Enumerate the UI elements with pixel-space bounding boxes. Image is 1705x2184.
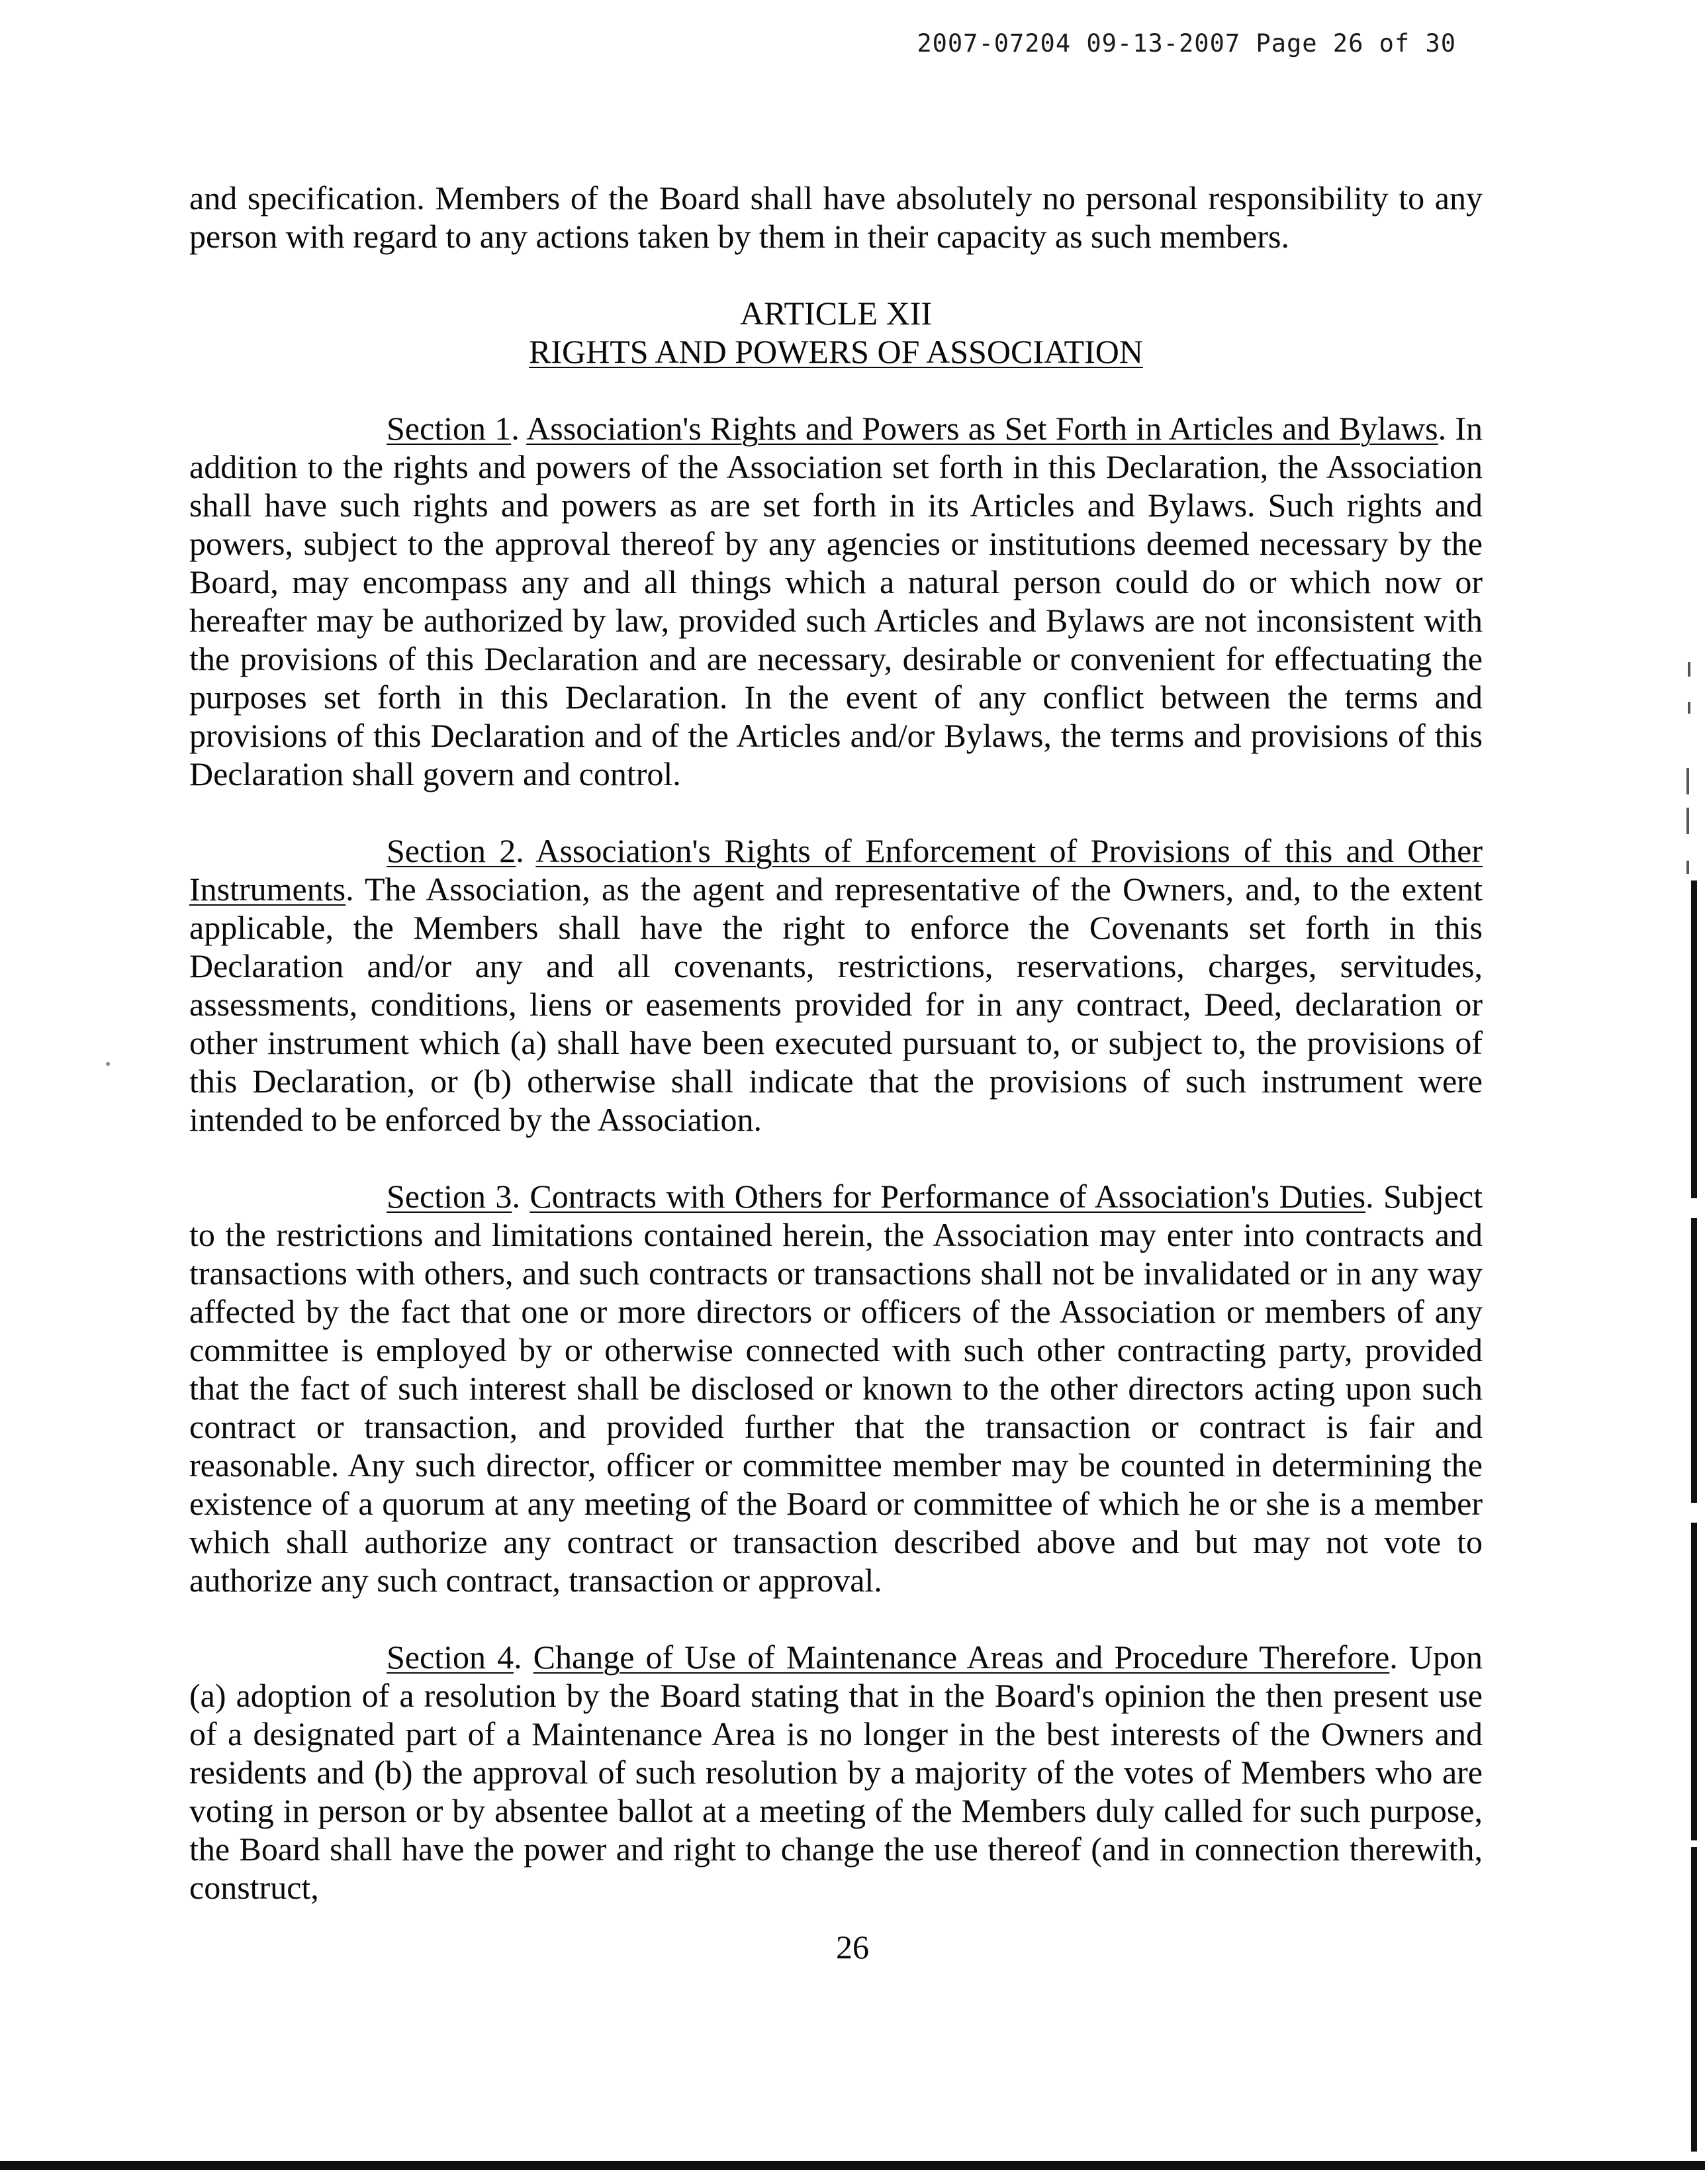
section-label: Section 2 bbox=[387, 832, 516, 869]
scan-mark bbox=[1688, 662, 1690, 677]
section-body: Upon (a) adoption of a resolution by the Board stating that in the Board's opinion the then present use of a designated part of a Maintenance Area is no longer in the best interests of the Owners and residents and (b) the approval of such resolution by a majority of the votes of Members who are voting in person or by absentee ballot at a meeting of the Members duly called for such purpose, the Board shall have the power and right to change the use thereof (and in connection therewith, construct, bbox=[189, 1638, 1483, 1906]
intro-paragraph: and specification. Members of the Board shall have absolutely no personal responsibility to any person with regard to any actions taken by them in their capacity as such members. bbox=[189, 179, 1483, 255]
scan-bottom-edge bbox=[0, 2161, 1705, 2170]
scan-mark bbox=[1686, 768, 1689, 794]
section-heading: Change of Use of Maintenance Areas and Procedure Therefore bbox=[533, 1638, 1390, 1676]
scan-edge-bar bbox=[1691, 1218, 1697, 1503]
section-label: Section 3 bbox=[387, 1178, 512, 1215]
article-number: ARTICLE XII bbox=[740, 295, 932, 332]
scan-speck bbox=[106, 1062, 110, 1066]
section-heading: Contracts with Others for Performance of Association's Duties bbox=[530, 1178, 1366, 1215]
article-title: RIGHTS AND POWERS OF ASSOCIATION bbox=[529, 333, 1143, 370]
section-heading: Association's Rights and Powers as Set Forth in Articles and Bylaws bbox=[526, 410, 1438, 447]
scan-edge-bar bbox=[1691, 1523, 1697, 1840]
section-body: In addition to the rights and powers of the Association set forth in this Declaration, the Association shall have such rights and powers as are set forth in its Articles and Bylaws. Such rights and powers, subject to the approval thereof by any agencies or institutions deemed necessary by the Board, may encompass any and all things which a natural person could do or which now or hereafter may be authorized by law, provided such Articles and Bylaws are not inconsistent with the provisions of this Declaration and are necessary, desirable or convenient for effectuating the purposes set forth in this Declaration. In the event of any conflict between the terms and provisions of this Declaration and of the Articles and/or Bylaws, the terms and provisions of this Declaration shall govern and control. bbox=[189, 410, 1483, 792]
recording-stamp: 2007-07204 09-13-2007 Page 26 of 30 bbox=[917, 29, 1456, 58]
scan-mark bbox=[1686, 861, 1689, 874]
scan-edge-bar bbox=[1691, 1847, 1697, 2152]
section-body: Subject to the restrictions and limitations contained herein, the Association may enter into contracts and transactions with others, and such contracts or transactions shall not be invalidated or in any way affected by the fact that one or more directors or officers of the Association or members of any committee is employed by or otherwise connected with such other contracting party, provided that the fact of such interest shall be disclosed or known to the other directors acting upon such contract or transaction, and provided further that the transaction or contract is fair and reasonable. Any such director, officer or committee member may be counted in determining the existence of a quorum at any meeting of the Board or committee of which he or she is a member which shall authorize any contract or transaction described above and but may not vote to authorize any such contract, transaction or approval. bbox=[189, 1178, 1483, 1599]
scan-mark bbox=[1688, 702, 1690, 714]
section-body: The Association, as the agent and representative of the Owners, and, to the extent applicable, the Members shall have the right to enforce the Covenants set forth in this Declaration and/or any and all covenants, restrictions, reservations, charges, servitudes, assessments, conditions, liens or easements provided for in any contract, Deed, declaration or other instrument which (a) shall have been executed pursuant to, or subject to, the provisions of this Declaration, or (b) otherwise shall indicate that the provisions of such instrument were intended to be enforced by the Association. bbox=[189, 871, 1483, 1138]
scan-mark bbox=[1686, 808, 1689, 834]
section-4: Section 4. Change of Use of Maintenance Areas and Procedure Therefore. Upon (a) adoption of a resolution by the Board stating that in the Board's opinion the then present use of a designated part of a Maintenance Area is no longer in the best interests of the Owners and residents and (b) the approval of such resolution by a majority of the votes of Members who are voting in person or by absentee ballot at a meeting of the Members duly called for such purpose, the Board shall have the power and right to change the use thereof (and in connection therewith, construct, bbox=[189, 1638, 1483, 1906]
section-2: Section 2. Association's Rights of Enforcement of Provisions of this and Other Instruments. The Association, as the agent and representative of the Owners, and, to the extent applicable, the Members shall have the right to enforce the Covenants set forth in this Declaration and/or any and all covenants, restrictions, reservations, charges, servitudes, assessments, conditions, liens or easements provided for in any contract, Deed, declaration or other instrument which (a) shall have been executed pursuant to, or subject to, the provisions of this Declaration, or (b) otherwise shall indicate that the provisions of such instrument were intended to be enforced by the Association. bbox=[189, 832, 1483, 1138]
article-heading bbox=[189, 294, 1483, 371]
page-number: 26 bbox=[836, 1928, 869, 1966]
document-body bbox=[189, 179, 1483, 1945]
section-1: Section 1. Association's Rights and Powers as Set Forth in Articles and Bylaws. In addition to the rights and powers of the Association set forth in this Declaration, the Association shall have such rights and powers as are set forth in its Articles and Bylaws. Such rights and powers, subject to the approval thereof by any agencies or institutions deemed necessary by the Board, may encompass any and all things which a natural person could do or which now or hereafter may be authorized by law, provided such Articles and Bylaws are not inconsistent with the provisions of this Declaration and are necessary, desirable or convenient for effectuating the purposes set forth in this Declaration. In the event of any conflict between the terms and provisions of this Declaration and of the Articles and/or Bylaws, the terms and provisions of this Declaration shall govern and control. bbox=[189, 410, 1483, 792]
section-3: Section 3. Contracts with Others for Performance of Association's Duties. Subject to the restrictions and limitations contained herein, the Association may enter into contracts and transactions with others, and such contracts or transactions shall not be invalidated or in any way affected by the fact that one or more directors or officers of the Association or members of any committee is employed by or otherwise connected with such other contracting party, provided that the fact of such interest shall be disclosed or known to the other directors acting upon such contract or transaction, and provided further that the transaction or contract is fair and reasonable. Any such director, officer or committee member may be counted in determining the existence of a quorum at any meeting of the Board or committee of which he or she is a member which shall authorize any contract or transaction described above and but may not vote to authorize any such contract, transaction or approval. bbox=[189, 1178, 1483, 1599]
section-heading: Association's Rights of Enforcement of Provisions of this and Other Instruments bbox=[189, 832, 1483, 908]
scan-edge-bar bbox=[1691, 880, 1697, 1198]
section-label: Section 4 bbox=[387, 1638, 514, 1676]
section-label: Section 1 bbox=[387, 410, 512, 447]
